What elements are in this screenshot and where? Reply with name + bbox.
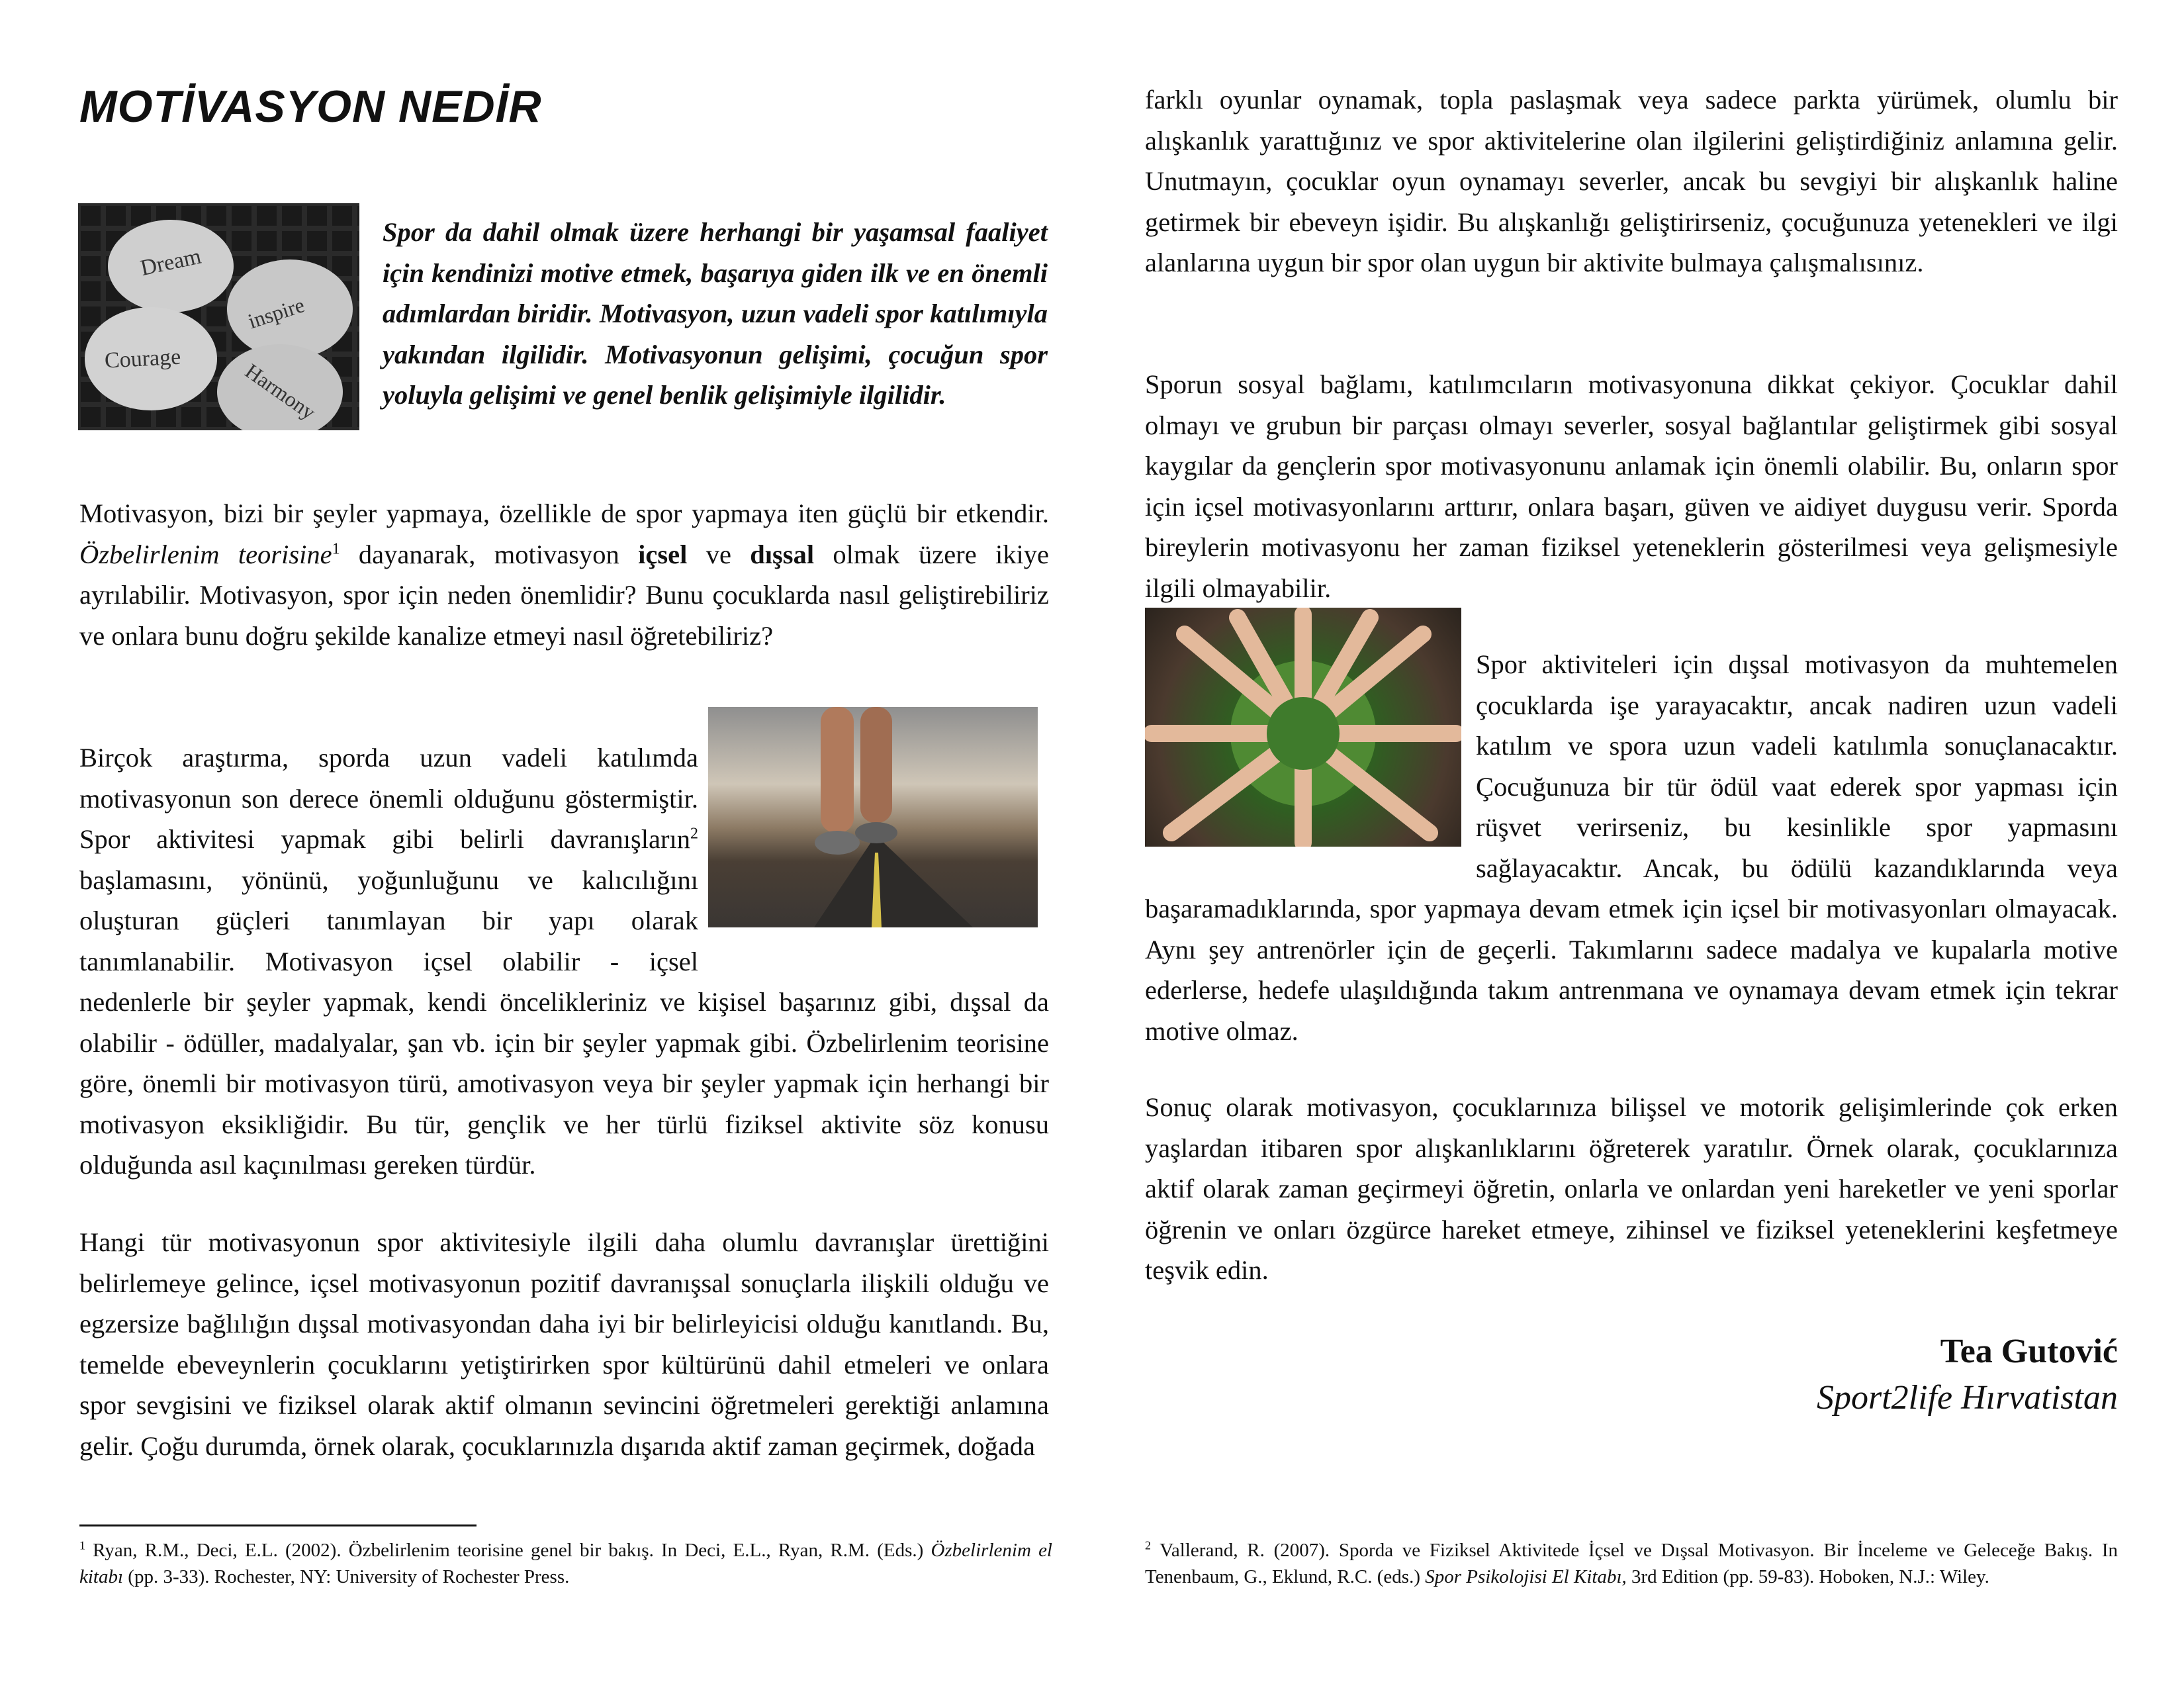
footnote-1: $^1$ Ryan, R.M., Deci, E.L. (2002). Özbelirlenim teorisine genel bir bakış. In Deci, E.L., Ryan, R.M. (Eds.) Özbelirlenim el kitabı (pp. 3-33). Rochester, NY: University of Rochester Press. (79, 1538, 1052, 1587)
stone-label: Courage (104, 344, 182, 373)
footnote-separator (79, 1524, 477, 1526)
page-title: MOTİVASYON NEDİR (79, 81, 542, 132)
stone-label: Harmony (241, 359, 320, 424)
runner-image (708, 707, 1038, 927)
stone-label: Dream (138, 244, 204, 281)
paragraph-3: Hangi tür motivasyonun spor aktivitesiyle ilgili daha olumlu davranışlar ürettiğini belirlemeye gelince, içsel motivasyonun pozitif davranışsal sonuçlarla ilişkili olduğu ve egzersize bağlılığın dışsal motivasyondan daha iyi bir belirleyicisi olduğu kanıtlandı. Bu, temelde ebeveynlerin çocuklarını yetiştirirken spor kültürünü dahil etmeleri ve onlara spor sevgisini ve fiziksel olarak aktif olmanın sevincini öğretmeleri gerektiği anlamına gelir. Çoğu durumda, örnek olarak, çocuklarınızla dışarıda aktif zaman geçirmek, doğada (79, 1227, 1049, 1461)
paragraph-4: farklı oyunlar oynamak, topla paslaşmak veya sadece parkta yürümek, olumlu bir alışkanlık yarattığınız ve spor aktivitelerine olan ilgilerini geliştirdiğiniz anlamına gelir. Unutmayın, çocuklar oyun oynamayı severler, ancak bu sevgiyi bir alışkanlık haline getirmek bir ebeveyn işidir. Bu alışkanlığı geliştirirseniz, çocuğunuza yetenekleri ve ilgi alanlarına uygun bir spor olan uygun bir aktivite bulmaya çalışmalısınız. (1145, 85, 2118, 277)
paragraph-5: Sporun sosyal bağlamı, katılımcıların motivasyonuna dikkat çekiyor. Çocuklar dahil olmayı ve grubun bir parçası olmayı severler, sosyal bağlantılar geliştirmek gibi sosyal kaygılar da gençlerin spor motivasyonunu anlamak için önemli olabilir. Bu, onların spor için içsel motivasyonlarını arttırır, onlara başarı, güven ve aidiyet duygusu verir. Sporda bireylerin motivasyonu her zaman fiziksel yeteneklerin gösterilmesi veya gelişmesiyle ilgili olmayabilir. (1145, 369, 2118, 603)
paragraph-6: Spor aktiviteleri için dışsal motivasyon da muhtemelen çocuklarda işe yarayacaktır, ancak nadiren uzun vadeli katılım ve spora uzun vadeli katılımla sonuçlanacaktır. Çocuğunuza bir tür ödül vaat ederek spor yapması için rüşvet verirseniz, bu kesinlikle spor yapmasını sağlayacaktır. Ancak, bu ödülü kazandıklarında veya başaramadıklarında, spor yapmaya devam etmek için içsel bir motivasyonları olmayacak. Aynı şey antrenörler için de geçerli. Takımlarını sadece madalya ve kupalarla motive ederlerse, hedefe ulaşıldığında takım antrenmana ve oynamaya devam etmek için tekrar motive olmaz. (1145, 644, 2118, 1051)
paragraph-1: Motivasyon, bizi bir şeyler yapmaya, özellikle de spor yapmaya iten güçlü bir etkendir. Özbelirlenim teorisine$^1$ dayanarak, motivasyon içsel ve dışsal olmak üzere ikiye ayrılabilir. Motivasyon, spor için neden önemlidir? Bunu çocuklarda nasıl geliştirebiliriz ve onlara bunu doğru şekilde kanalize etmeyi nasıl öğretebiliriz? (79, 498, 1049, 651)
footnote-2: $^2$ Vallerand, R. (2007). Sporda ve Fiziksel Aktivitede İçsel ve Dışsal Motivasyon. Bir İnceleme ve Geleceğe Bakış. In Tenenbaum, G., Eklund, R.C. (eds.) Spor Psikolojisi El Kitabı, 3rd Edition (pp. 59-83). Hoboken, N.J.: Wiley. (1145, 1538, 2118, 1587)
intro-paragraph: Spor da dahil olmak üzere herhangi bir yaşamsal faaliyet için kendinizi motive etmek, başarıya giden ilk ve en önemli adımlardan biridir. Motivasyon, uzun vadeli spor katılımıyla yakından ilgilidir. Motivasyonun gelişimi, çocuğun spor yoluyla gelişimi ve genel benlik gelişimiyle ilgilidir. (383, 217, 1048, 410)
author-organization: Sport2life Hırvatistan (1817, 1379, 2118, 1417)
hands-circle-image (1145, 608, 1461, 847)
author-name: Tea Gutović (1940, 1333, 2118, 1370)
paragraph-7: Sonuç olarak motivasyon, çocuklarınıza bilişsel ve motorik gelişimlerinde çok erken yaşlardan itibaren spor alışkanlıklarını öğreterek yaratılır. Örnek olarak, çocuklarınıza aktif olarak zaman geçirmeyi öğretin, onlarla ve onlardan yeni hareketler ve yeni sporlar öğrenin ve onları özgürce hareket etmeye, zihinsel ve fiziksel yeteneklerini keşfetmeye teşvik edin. (1145, 1092, 2118, 1285)
stone-label: inspire (245, 293, 308, 334)
paragraph-2: Birçok araştırma, sporda uzun vadeli katılımda motivasyonun son derece önemli olduğunu göstermiştir. Spor aktivitesi yapmak gibi belirli davranışların$^2$ başlamasını, yönünü, yoğunluğunu ve kalıcılığını oluşturan güçleri tanımlayan bir yapı olarak tanımlanabilir. Motivasyon içsel olabilir - içsel nedenlerle bir şeyler yapmak, kendi öncelikleriniz ve kişisel başarınız gibi, dışsal da olabilir - ödüller, madalyalar, şan vb. için bir şeyler yapmak gibi. Özbelirlenim teorisine göre, önemli bir motivasyon türü, amotivasyon veya bir şeyler yapmak için herhangi bir motivasyon eksikliğidir. Bu tür, gençlik ve her türlü fiziksel aktivite söz konusu olduğunda asıl kaçınılması gereken türdür. (79, 737, 1049, 1186)
motivation-stones-image (78, 203, 359, 430)
